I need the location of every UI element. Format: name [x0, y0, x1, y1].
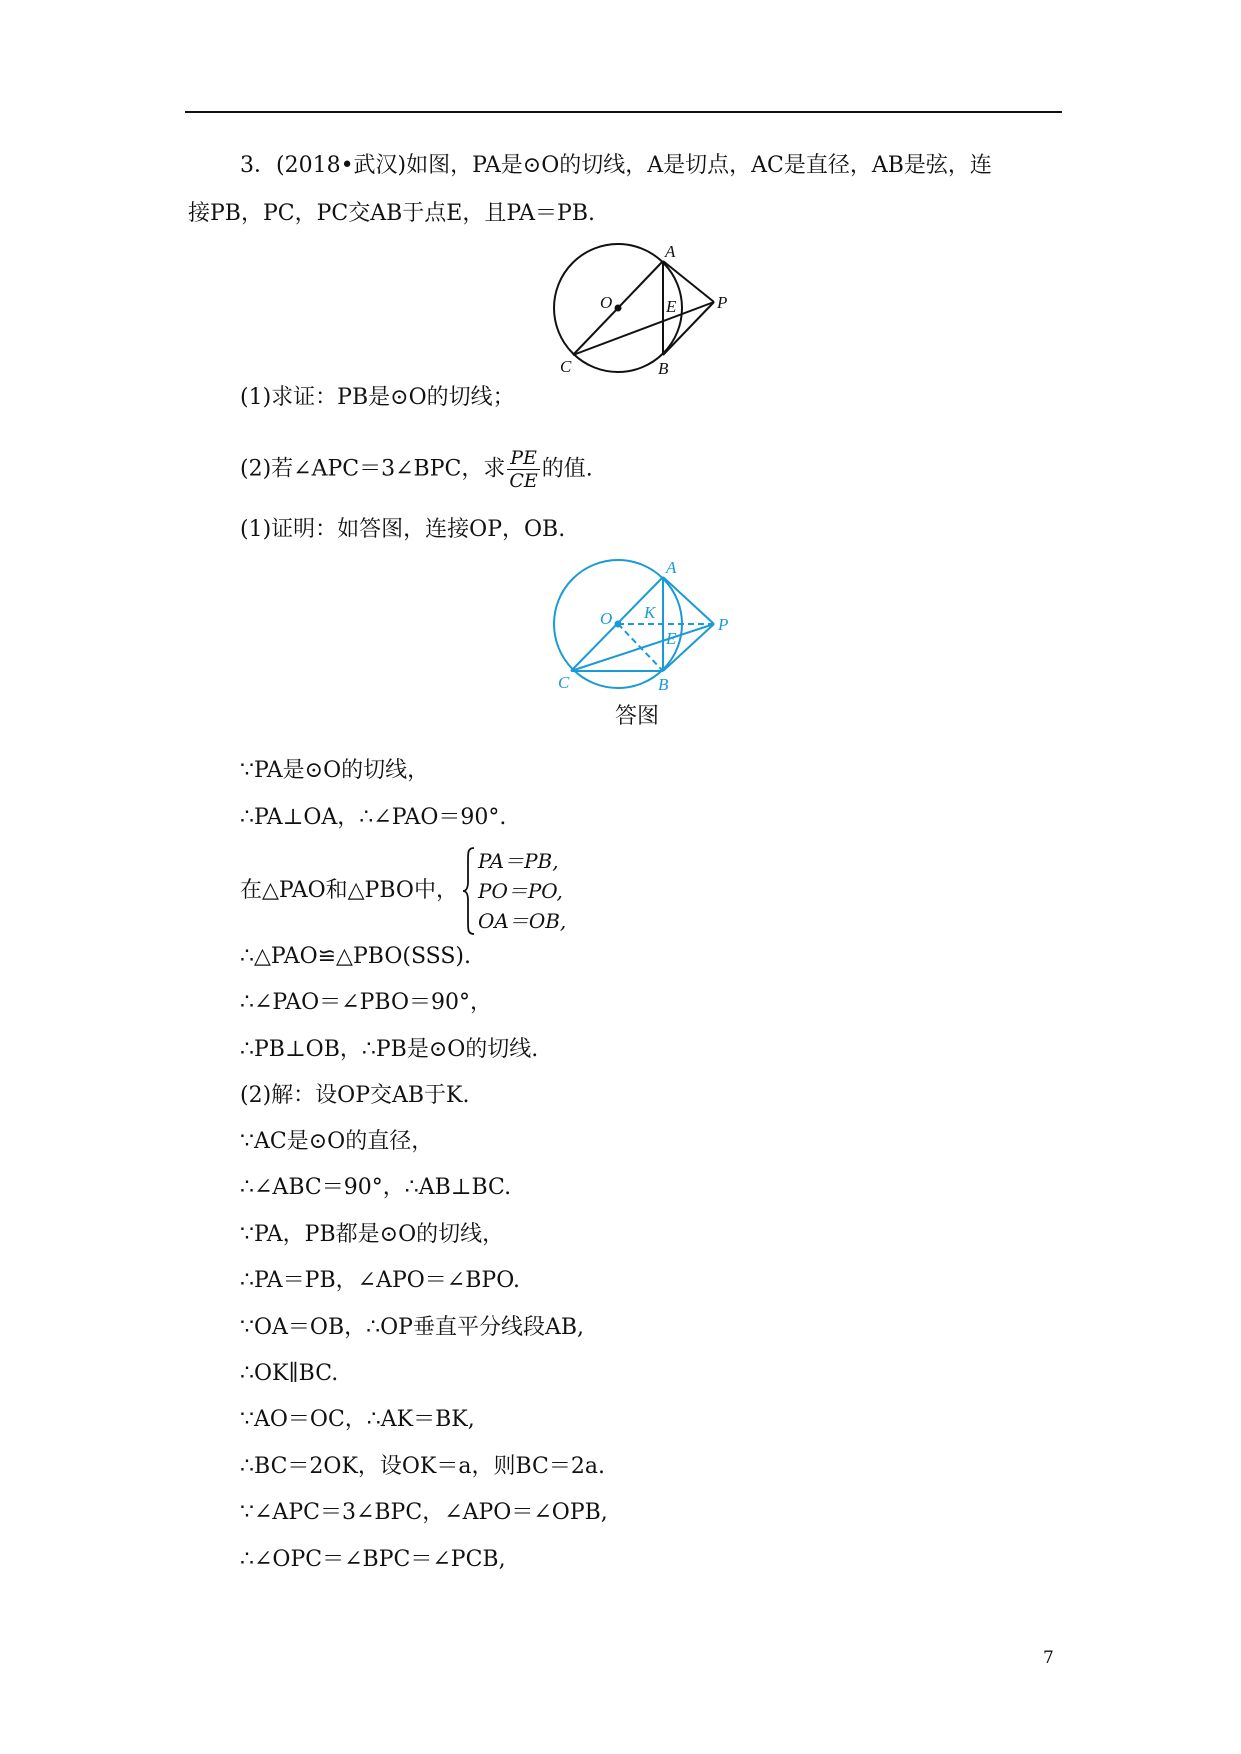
- label-e: E: [666, 297, 677, 316]
- step-line: ∵AO＝OC，∴AK＝BK,: [240, 1407, 475, 1432]
- label-a: A: [665, 242, 676, 261]
- problem-line-2: 接PB，PC，PC交AB于点E，且PA＝PB.: [188, 201, 595, 226]
- step-line: ∴PB⊥OB，∴PB是⊙O的切线.: [240, 1037, 539, 1062]
- system-eq-2: PO＝PO,: [478, 879, 563, 903]
- system-equations: [478, 846, 566, 936]
- solution-intro: (1)证明：如答图，连接OP，OB.: [240, 517, 566, 542]
- center-dot: [615, 305, 622, 312]
- page-number: 7: [1043, 1648, 1054, 1668]
- step-line: ∴△PAO≌△PBO(SSS).: [240, 944, 471, 969]
- label-o-blue: O: [600, 609, 613, 628]
- step-line: ∵PA是⊙O的切线，: [240, 758, 430, 783]
- step-line: ∴∠ABC＝90°，∴AB⊥BC.: [240, 1175, 512, 1200]
- step-line: ∴PA⊥OA，∴∠PAO＝90°.: [240, 805, 507, 830]
- question-1: (1)求证：PB是⊙O的切线；: [240, 385, 515, 410]
- question-2-suffix: 的值.: [541, 456, 593, 482]
- question-2-prefix: (2)若∠APC＝3∠BPC，求: [240, 456, 506, 482]
- fraction-pe-ce: [507, 447, 539, 492]
- label-p-blue: P: [718, 615, 729, 634]
- question-2: [240, 447, 593, 492]
- segment-pa: [663, 261, 714, 302]
- segment-pc: [573, 302, 714, 355]
- label-e-blue: E: [666, 629, 677, 648]
- fraction-numerator: PE: [507, 447, 539, 470]
- figure-caption: 答图: [615, 704, 660, 729]
- segment-pc-blue: [571, 624, 714, 671]
- step-line: ∴PA＝PB，∠APO＝∠BPO.: [240, 1268, 520, 1293]
- problem-figure: [550, 242, 750, 378]
- segment-pa-blue: [663, 577, 714, 624]
- label-a-blue: A: [666, 558, 677, 577]
- step-line: (2)解：设OP交AB于K.: [240, 1083, 470, 1108]
- problem-line-1: 3．(2018•武汉)如图，PA是⊙O的切线，A是切点，AC是直径，AB是弦，连: [240, 153, 992, 178]
- segment-ob-dashed: [618, 624, 663, 671]
- label-c-blue: C: [558, 673, 570, 692]
- system-eq-3: OA＝OB,: [478, 909, 567, 933]
- step-line: ∵OA＝OB，∴OP垂直平分线段AB,: [240, 1315, 585, 1340]
- label-c: C: [560, 357, 572, 376]
- left-brace-icon: [462, 846, 476, 936]
- label-b: B: [658, 359, 669, 378]
- label-b-blue: B: [658, 675, 669, 694]
- step-line: ∴∠PAO＝∠PBO＝90°，: [240, 990, 492, 1015]
- problem-figure-svg: [550, 242, 750, 378]
- step-line: ∴∠OPC＝∠BPC＝∠PCB,: [240, 1547, 506, 1572]
- label-k-blue: K: [644, 603, 656, 622]
- answer-figure-svg: [548, 558, 748, 694]
- system-eq-1: PA＝PB,: [478, 849, 559, 873]
- system-lead: 在△PAO和△PBO中，: [240, 878, 458, 903]
- step-line: ∵PA，PB都是⊙O的切线，: [240, 1222, 505, 1247]
- label-o: O: [600, 293, 613, 312]
- answer-figure: [548, 558, 748, 694]
- step-line: ∴OK∥BC.: [240, 1361, 339, 1386]
- step-line: ∴BC＝2OK，设OK＝a，则BC＝2a.: [240, 1454, 605, 1479]
- label-p: P: [717, 293, 728, 312]
- header-rule: [185, 111, 1062, 113]
- step-line: ∵AC是⊙O的直径，: [240, 1129, 434, 1154]
- fraction-denominator: CE: [509, 470, 538, 492]
- step-line: ∵∠APC＝3∠BPC，∠APO＝∠OPB,: [240, 1500, 608, 1525]
- center-dot-blue: [615, 621, 622, 628]
